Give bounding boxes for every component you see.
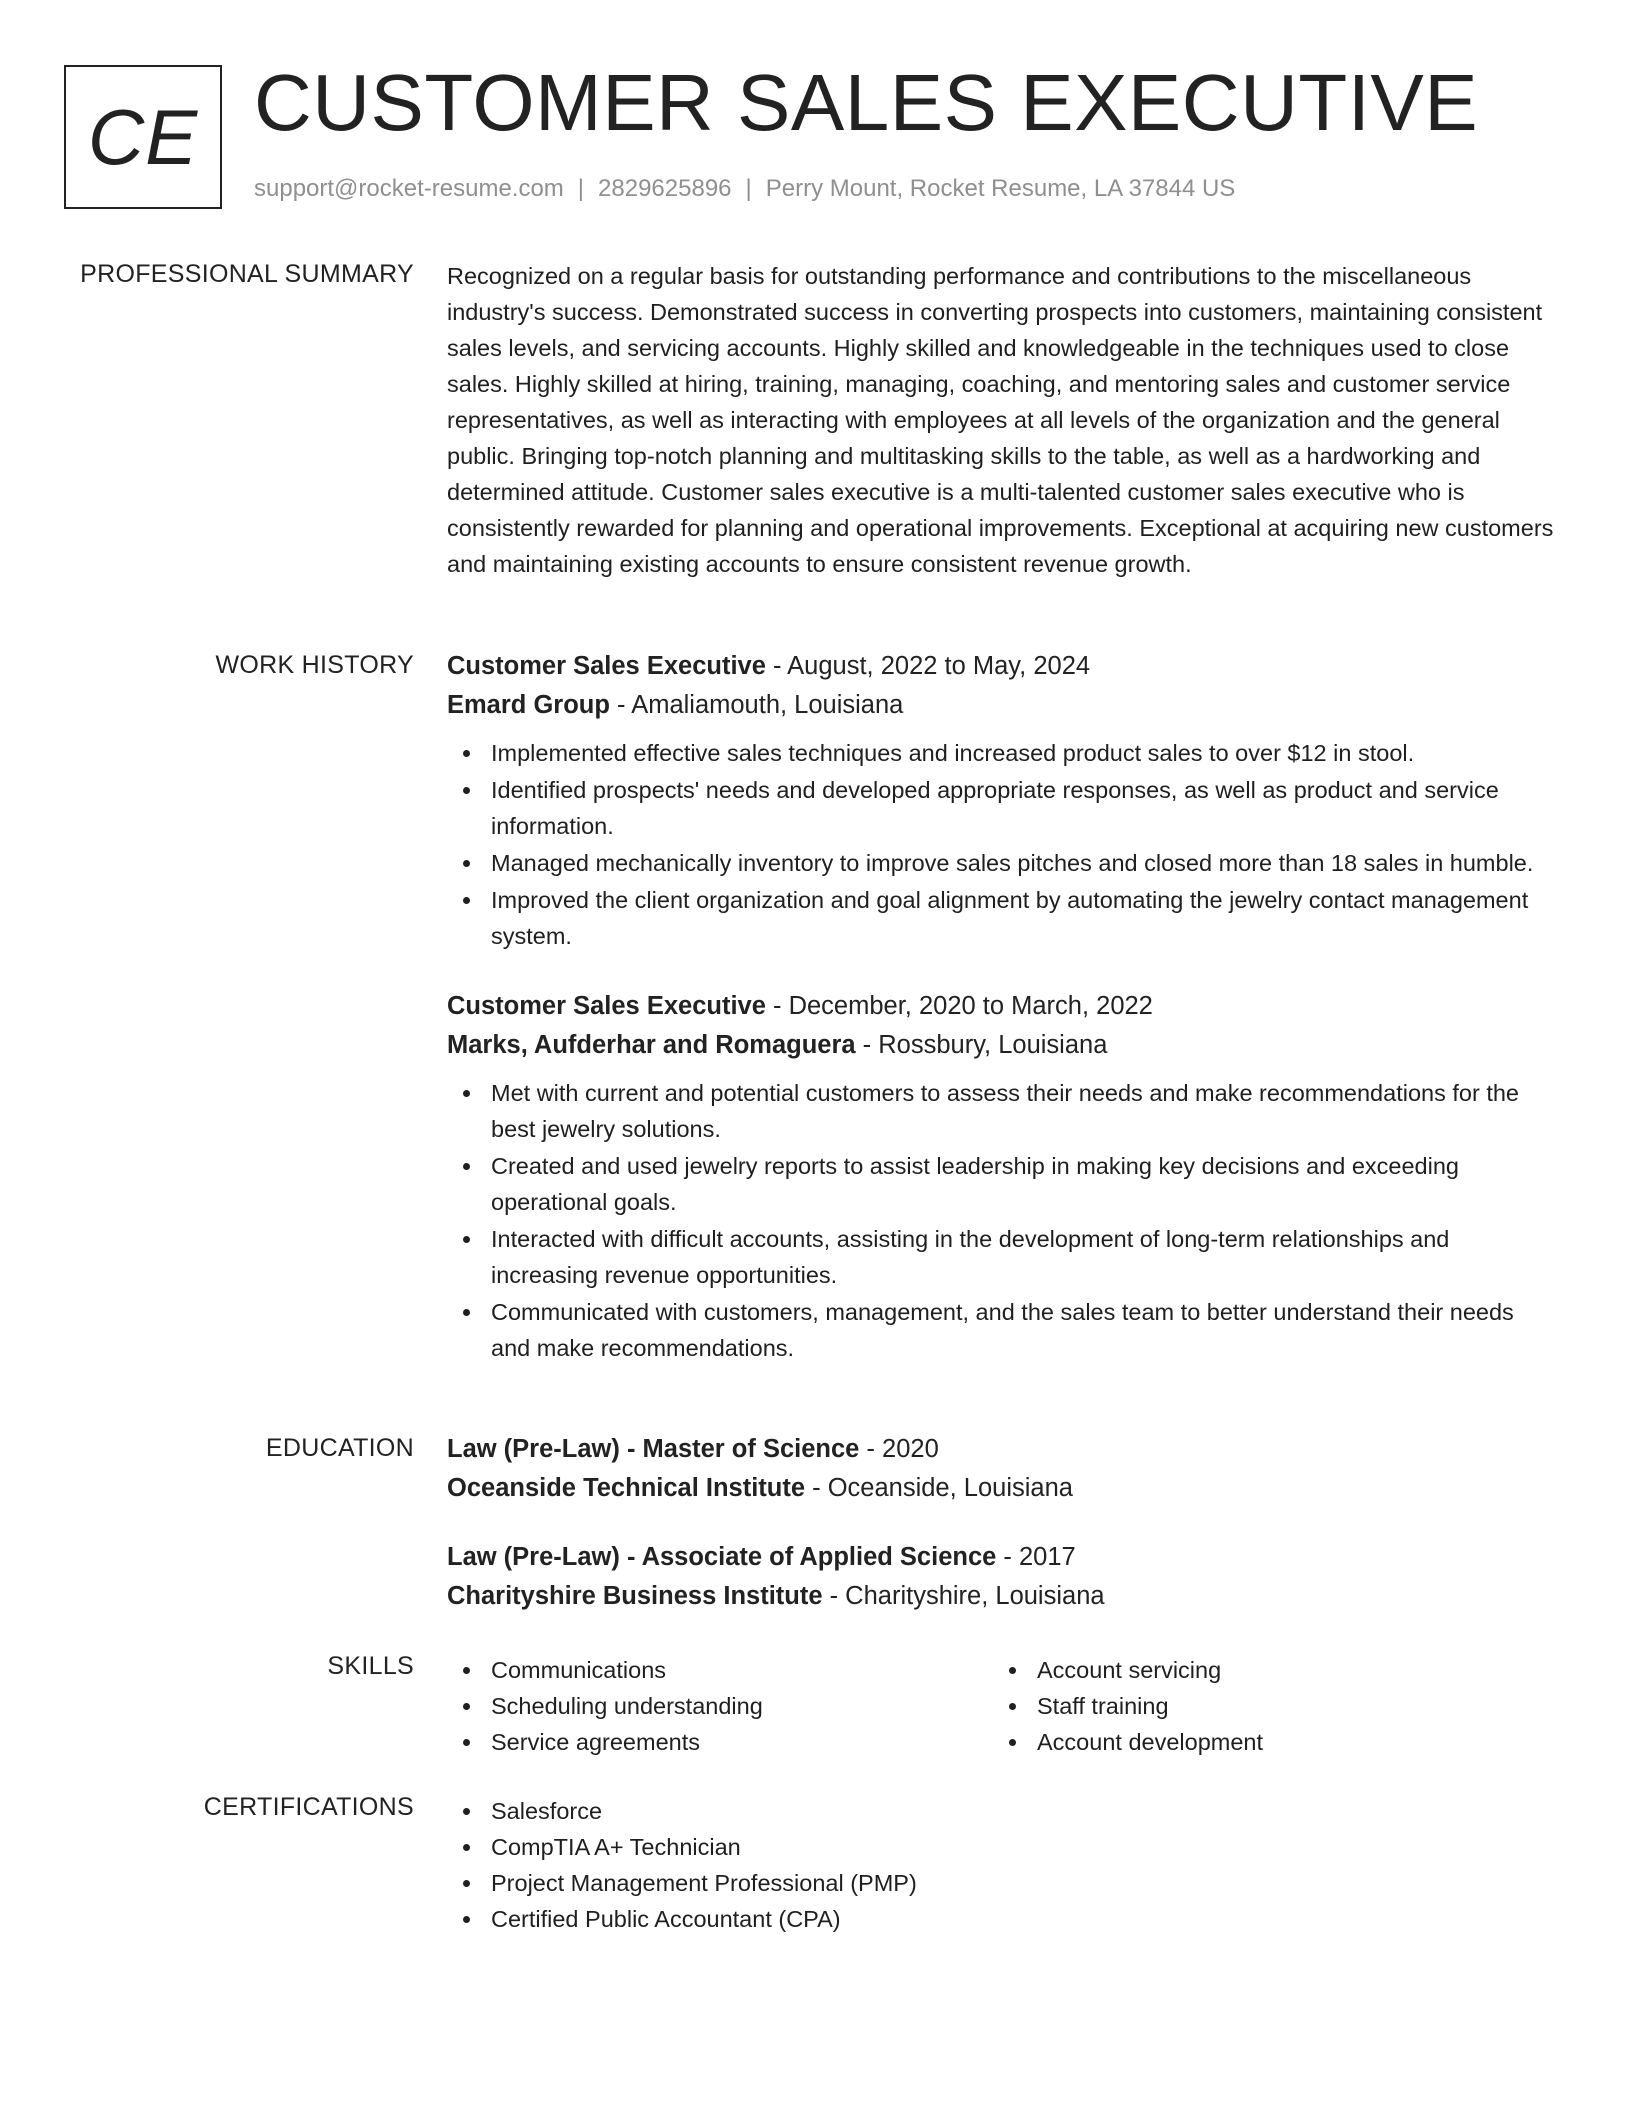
list-item: Account servicing <box>993 1652 1539 1688</box>
contact-email: support@rocket-resume.com <box>254 175 564 202</box>
job-company-line <box>447 1026 1559 1065</box>
education-entry <box>447 1538 1559 1616</box>
list-item: Service agreements <box>447 1724 993 1760</box>
section-title-education: EDUCATION <box>265 1434 414 1462</box>
education-entry <box>447 1430 1559 1508</box>
school-line <box>447 1469 1559 1508</box>
job-bullets <box>447 1075 1559 1366</box>
degree: Law (Pre-Law) - Associate of Applied Science <box>447 1543 997 1571</box>
job-role-line <box>447 987 1559 1026</box>
job-company: Marks, Aufderhar and Romaguera <box>447 1031 856 1059</box>
job-entry <box>447 647 1559 954</box>
certifications-body <box>447 1793 1559 1937</box>
list-item: Met with current and potential customers to assess their needs and make recommendations for the best jewelry solutions. <box>447 1075 1559 1147</box>
list-item: Staff training <box>993 1688 1539 1724</box>
job-company-line <box>447 686 1559 725</box>
job-dates: - August, 2022 to May, 2024 <box>765 652 1091 680</box>
job-location: - Amaliamouth, Louisiana <box>609 691 904 719</box>
skills-body <box>447 1652 1559 1760</box>
degree-year: - 2017 <box>996 1543 1076 1571</box>
job-company: Emard Group <box>447 691 610 719</box>
list-item: Managed mechanically inventory to improve sales pitches and closed more than 18 sales in humble. <box>447 845 1559 881</box>
list-item: Salesforce <box>447 1793 1247 1829</box>
resume-header <box>64 58 1564 210</box>
job-role: Customer Sales Executive <box>447 652 766 680</box>
degree: Law (Pre-Law) - Master of Science <box>447 1435 860 1463</box>
list-item: CompTIA A+ Technician <box>447 1829 1247 1865</box>
work-history-body <box>447 647 1559 1366</box>
list-item: Scheduling understanding <box>447 1688 993 1724</box>
contact-separator: | <box>577 175 585 202</box>
job-role-line <box>447 647 1559 686</box>
degree-line <box>447 1538 1559 1577</box>
list-item: Improved the client organization and goal alignment by automating the jewelry contact management system. <box>447 882 1559 954</box>
list-item: Implemented effective sales techniques and increased product sales to over $12 in stool. <box>447 735 1559 771</box>
list-item: Project Management Professional (PMP) <box>447 1865 1247 1901</box>
school: Oceanside Technical Institute <box>447 1474 806 1502</box>
list-item: Interacted with difficult accounts, assisting in the development of long-term relationships and increasing revenue opportunities. <box>447 1221 1559 1293</box>
summary-text: Recognized on a regular basis for outstanding performance and contributions to the miscellaneous industry's success. Demonstrated success in converting prospects into customers, maintaining consistent sales levels, and servicing accounts. Highly skilled and knowledgeable in the techniques used to close sales. Highly skilled at hiring, training, managing, coaching, and mentoring sales and customer service representatives, as well as interacting with employees at all levels of the organization and the general public. Bringing top-notch planning and multitasking skills to the table, as well as a hardworking and determined attitude. Customer sales executive is a multi-talented customer sales executive who is consistently rewarded for planning and operational improvements. Exceptional at acquiring new customers and maintaining existing accounts to ensure consistent revenue growth. <box>447 263 1554 577</box>
contact-address: Perry Mount, Rocket Resume, LA 37844 US <box>765 175 1236 202</box>
section-title-summary: PROFESSIONAL SUMMARY <box>80 260 414 288</box>
list-item: Account development <box>993 1724 1539 1760</box>
section-title-work-history: WORK HISTORY <box>215 651 414 679</box>
list-item: Certified Public Accountant (CPA) <box>447 1901 1247 1937</box>
job-role: Customer Sales Executive <box>447 992 766 1020</box>
degree-year: - 2020 <box>859 1435 939 1463</box>
contact-phone: 2829625896 <box>598 175 732 202</box>
school-location: - Charityshire, Louisiana <box>822 1582 1105 1610</box>
contact-separator: | <box>745 175 752 202</box>
list-item: Created and used jewelry reports to assist leadership in making key decisions and exceeding operational goals. <box>447 1148 1559 1220</box>
list-item: Communications <box>447 1652 993 1688</box>
certifications-list <box>447 1793 1247 1937</box>
job-entry <box>447 987 1559 1366</box>
job-bullets <box>447 735 1559 954</box>
skills-column-left <box>447 1652 993 1760</box>
skills-column-right <box>993 1652 1539 1760</box>
summary-body <box>447 258 1559 582</box>
school-location: - Oceanside, Louisiana <box>805 1474 1073 1502</box>
section-title-skills: SKILLS <box>327 1652 414 1680</box>
job-location: - Rossbury, Louisiana <box>855 1031 1108 1059</box>
contact-line <box>254 175 1235 203</box>
section-title-certifications: CERTIFICATIONS <box>203 1793 414 1821</box>
list-item: Communicated with customers, management, and the sales team to better understand their needs and make recommendations. <box>447 1294 1559 1366</box>
degree-line <box>447 1430 1559 1469</box>
school: Charityshire Business Institute <box>447 1582 823 1610</box>
school-line <box>447 1577 1559 1616</box>
education-body <box>447 1430 1559 1616</box>
job-dates: - December, 2020 to March, 2022 <box>765 992 1153 1020</box>
resume-title: CUSTOMER SALES EXECUTIVE <box>254 58 1479 147</box>
list-item: Identified prospects' needs and developed appropriate responses, as well as product and service information. <box>447 772 1559 844</box>
monogram-logo: CE <box>64 65 222 209</box>
